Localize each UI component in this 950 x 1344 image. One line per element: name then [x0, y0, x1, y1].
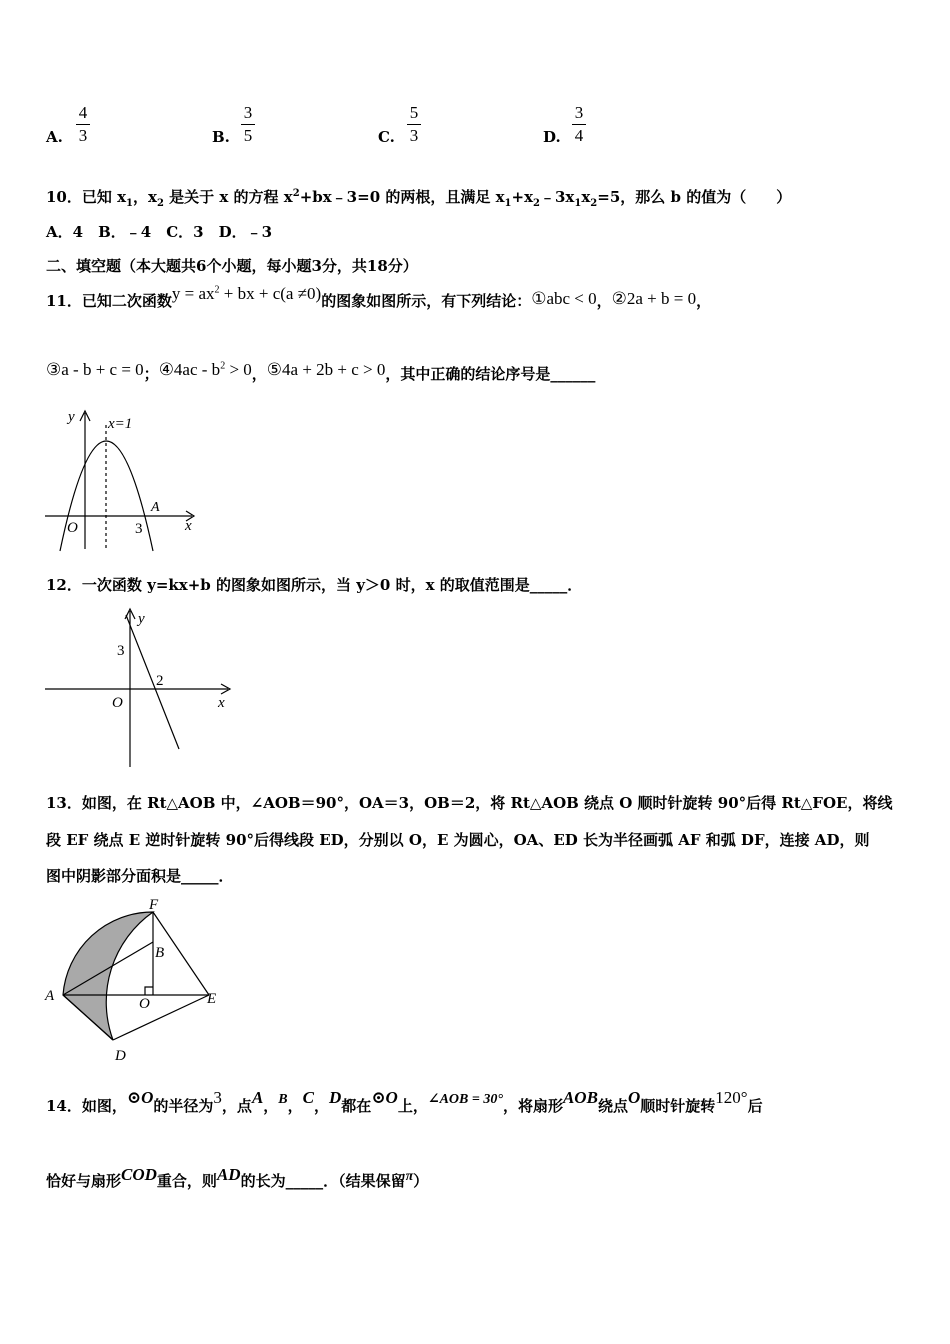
q11-symmetry-label: x=1: [108, 416, 133, 432]
q13-point-o-label: O: [139, 996, 150, 1012]
q9-option-d-fraction: 3 4: [572, 104, 586, 145]
q13-point-b-label: B: [155, 945, 165, 961]
q10-stem: 10．已知 $x_1$，$x_2$ 是关于 x 的方程 $x^2+bx﹣3=0$ 的两根，且满足 $x_1+x_2﹣3x_1x_2=5$，那么 b 的值为（ ）: [46, 188, 792, 209]
q12-stem: 12．一次函数 y=kx+b 的图象如图所示，当 y＞0 时，x 的取值范围是_____．: [46, 576, 583, 594]
q13-stem-line2: 段 EF 绕点 E 逆时针旋转 90°后得线段 ED，分别以 O，E 为圆心，OA、ED 长为半径画弧 AF 和弧 DF，连接 AD，则: [46, 831, 870, 849]
q13-shaded-region: [63, 912, 153, 1040]
q14-stem-line2: 恰好与扇形COD重合，则AD的长为_____．（结果保留π）: [46, 1165, 429, 1190]
q12-x-label: x: [218, 695, 225, 711]
q12-intercept-2-label: 2: [156, 673, 164, 689]
q11-origin-label: O: [67, 520, 78, 536]
q11-tick-3-label: 3: [135, 521, 143, 537]
q13-point-d-label: D: [115, 1048, 126, 1064]
q13-right-angle-mark: [145, 987, 153, 995]
q11-stem-line2: ③a - b + c = 0；④4ac - $b^2 > 0$，⑤4a + 2b + c > 0，其中正确的结论序号是______: [46, 360, 596, 383]
q13-segment-de: [113, 995, 209, 1040]
q11-point-a-label: A: [151, 500, 160, 515]
q9-option-d-label: D.: [543, 128, 561, 146]
q13-geometry-figure: [35, 895, 235, 1070]
q9-option-c-fraction: 5 3: [407, 104, 421, 145]
section-2-heading: 二、填空题（本大题共6个小题，每小题3分，共18分）: [46, 257, 418, 275]
q9-option-a-fraction: 4 3: [76, 104, 90, 145]
q10-options: A．4 B．﹣4 C．3 D．﹣3: [46, 223, 273, 241]
q9-option-b-label: B.: [212, 128, 230, 146]
q13-stem-line1: 13．如图，在 Rt△AOB 中，∠AOB＝90°，OA＝3，OB＝2，将 Rt△AOB 绕点 O 顺时针旋转 90°后得 Rt△FOE，将线: [46, 794, 893, 812]
q11-y-label: y: [68, 409, 75, 425]
q13-point-e-label: E: [207, 991, 217, 1007]
q9-option-b-fraction: 3 5: [241, 104, 255, 145]
q13-point-a-label: A: [45, 988, 55, 1004]
q12-line-graph: [40, 605, 240, 775]
q12-origin-label: O: [112, 695, 123, 711]
q12-y-label: y: [138, 611, 145, 627]
q13-stem-line3: 图中阴影部分面积是_____．: [46, 867, 234, 885]
q12-intercept-3-label: 3: [117, 643, 125, 659]
q12-function-line: [126, 615, 179, 749]
q11-parabola-graph: [40, 405, 210, 555]
q13-point-f-label: F: [149, 897, 159, 913]
q9-option-a-label: A.: [46, 128, 63, 146]
q14-arc-ad: AD: [216, 1165, 241, 1184]
q14-stem-line1: 14．如图，⊙O的半径为3，点A，B，C，D都在⊙O上，∠AOB = 30°，将扇形AOB绕点O顺时针旋转120°后: [46, 1088, 763, 1115]
q9-option-c-label: C.: [378, 128, 395, 146]
q11-stem-line1: 11．已知二次函数$y = ax^2$ + bx + c(a ≠0)的图象如图所示，有下列结论：①abc < 0，②2a + b = 0，: [46, 284, 712, 310]
q11-x-label: x: [185, 518, 192, 534]
